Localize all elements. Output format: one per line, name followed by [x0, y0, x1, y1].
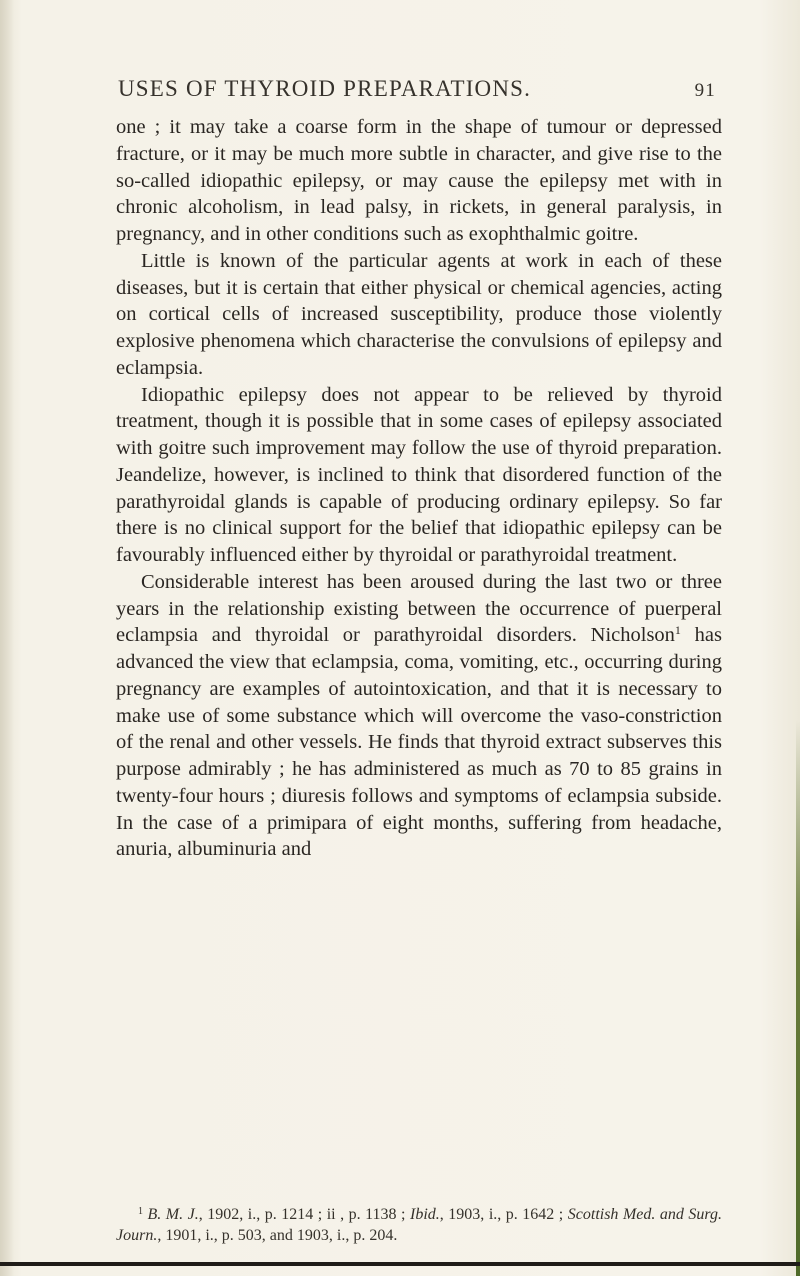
footnote-mark: 1: [138, 1206, 143, 1217]
running-title: USES OF THYROID PREPARATIONS.: [118, 76, 532, 101]
paragraph-1: one ; it may take a coarse form in the shape of tumour or depressed fracture, or it may be much more subtle in character, and give rise to the so-called idiopathic epilepsy, or may cause the epilepsy met with in chronic alcoholism, in lead palsy, in rickets, in general paralysis, in pregnancy, and in other conditions such as exophthalmic goitre.: [116, 116, 722, 245]
paragraph-4-text-b: has advanced the view that eclampsia, coma, vomiting, etc., occurring during pregnancy are examples of autointoxication, and that it is necessary to make use of some substance which will overcome the vaso-constriction of the renal and other vessels. He finds that thyroid extract subserves this purpose admirably ; he has administered as much as 70 to 85 grains in twenty-four hours ; diuresis follows and symptoms of eclampsia subside. In the case of a primipara of eight months, suffering from headache, anuria, albuminuria and: [116, 624, 722, 861]
body-text: [116, 114, 722, 863]
footnote-ref-2: , 1903, i., p. 1642 ;: [439, 1206, 568, 1223]
paragraph-4: [116, 569, 722, 863]
footnote-reference[interactable]: 1: [674, 623, 681, 638]
page-number: 91: [694, 80, 716, 101]
binding-shadow: [0, 0, 14, 1276]
footnote-ref-1: , 1902, i., p. 1214 ; ii , p. 1138 ;: [198, 1206, 411, 1223]
page-edge-mark: [796, 720, 800, 1276]
footnote-journal-1: B. M. J.: [147, 1206, 199, 1223]
bottom-edge-rule: [0, 1262, 800, 1266]
footnote-ibid: Ibid.: [410, 1206, 440, 1223]
paragraph-3: Idiopathic epilepsy does not appear to be relieved by thyroid treatment, though it is possible that in some cases of epilepsy associated with goitre such improvement may follow the use of thyroid preparation. Jeandelize, however, is inclined to think that disordered function of the parathyroidal glands is capable of producing ordinary epilepsy. So far there is no clinical support for the belief that idiopathic epilepsy can be favourably influenced either by thyroidal or parathyroidal treatment.: [116, 383, 722, 566]
footnote-journal-2: Scottish Med. and Surg. Journ.: [116, 1206, 723, 1244]
running-header: [118, 76, 716, 102]
footnote-ref-3: , 1901, i., p. 503, and 1903, i., p. 204.: [157, 1227, 398, 1244]
paragraph-2: Little is known of the particular agents at work in each of these diseases, but it is certain that either physical or chemical agencies, acting on cortical cells of increased susceptibility, produce those violently explosive phenomena which characterise the convulsions of epilepsy and eclampsia.: [116, 249, 722, 379]
paragraph-4-text-a: Considerable interest has been aroused during the last two or three years in the relationship existing between the occurrence of puerperal eclampsia and thyroidal or parathyroidal disorders. Nicholson: [116, 570, 722, 647]
footnote: [116, 1204, 722, 1246]
